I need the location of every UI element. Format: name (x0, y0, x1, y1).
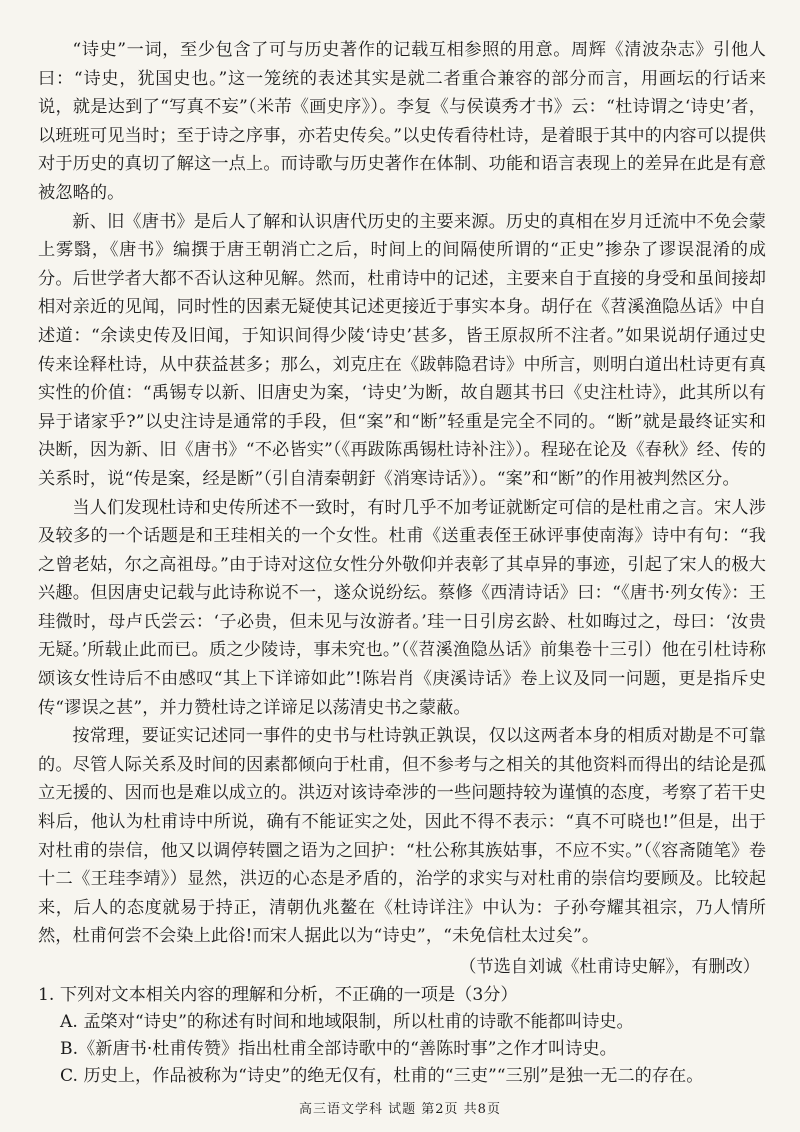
option-a: A. 孟棨对“诗史”的称述有时间和地域限制，所以杜甫的诗歌不能都叫诗史。 (60, 1011, 634, 1032)
passage-paragraph-2: 新、旧《唐书》是后人了解和认识唐代历史的主要来源。历史的真相在岁月迁流中不免会蒙上雾翳，《唐书》编撰于唐王朝消亡之后，时间上的间隔使所谓的“正史”掺杂了谬误混淆的成分。后世学者大都不否认这种见解。然而，杜甫诗中的记述，主要来自于直接的身受和虽间接却相对亲近的见闻，同时性的因素无疑使其记述更接近于事实本身。胡仔在《苕溪渔隐丛话》中自述道：“余读史传及旧闻，于知识间得少陵‘诗史’甚多，皆王原叔所不注者。”如果说胡仔通过史传来诠释杜诗，从中获益甚多；那么，刘克庄在《跋韩隐君诗》中所言，则明白道出杜诗更有真实性的价值：“禹锡专以新、旧唐史为案，‘诗史’为断，故自题其书曰《史注杜诗》，此其所以有异于诸家乎?”以史注诗是通常的手段，但“案”和“断”轻重是完全不同的。“断”就是最终证实和决断，因为新、旧《唐书》“不必皆实”（《再跋陈禹锡杜诗补注》）。程珌在论及《春秋》经、传的关系时，说“传是案，经是断”（引自清秦朝釪《消寒诗话》）。“案”和“断”的作用被判然区分。 (38, 211, 766, 489)
passage-paragraph-4: 按常理，要证实记述同一事件的史书与杜诗孰正孰误，仅以这两者本身的相质对勘是不可靠的。尽管人际关系及时间的因素都倾向于杜甫，但不参考与之相关的其他资料而得出的结论是孤立无援的、因而也是难以成立的。洪迈对该诗牵涉的一些问题持较为谨慎的态度，考察了若干史料后，他认为杜甫诗中所说，确有不能证实之处，因此不得不表示：“真不可晓也!”但是，出于对杜甫的崇信，他又以调停转圜之语为之回护：“杜公称其族姑事，不应不实。”（《容斋随笔》卷十二《王珪李靖》）显然，洪迈的心态是矛盾的，治学的求实与对杜甫的崇信均要顾及。比较起来，后人的态度就易于持正，清朝仇兆鳌在《杜诗详注》中认为：子孙夸耀其祖宗，乃人情所然，杜甫何尝不会染上此俗!而宋人据此以为“诗史”，“未免信杜太过矣”。 (38, 726, 766, 947)
passage-paragraph-3: 当人们发现杜诗和史传所述不一致时，有时几乎不加考证就断定可信的是杜甫之言。宋人涉及较多的一个话题是和王珪相关的一个女性。杜甫《送重表侄王砅评事使南海》诗中有句：“我之曾老姑，尔之高祖母。”由于诗对这位女性分外敬仰并表彰了其卓异的事迹，引起了宋人的极大兴趣。但因唐史记载与此诗称说不一，遂众说纷纭。蔡修《西清诗话》曰：“《唐书·列女传》：王珪微时，母卢氏尝云：‘子必贵，但未见与汝游者。’珪一日引房玄龄、杜如晦过之，母曰：‘汝贵无疑。’所载止此而已。质之少陵诗，事未究也。”（《苕溪渔隐丛话》前集卷十三引）他在引杜诗称颂该女性诗后不由感叹“其上下详谛如此”!陈岩肖《庚溪诗话》卷上议及同一问题，更是指斥史传“谬误之甚”，并力赞杜诗之详谛足以荡清史书之蒙蔽。 (38, 497, 766, 718)
passage-paragraph-1: “诗史”一词，至少包含了可与历史著作的记载互相参照的用意。周辉《清波杂志》引他人曰：“诗史，犹国史也。”这一笼统的表述其实是就二者重合兼容的部分而言，用画坛的行话来说，就是达到了“写真不妄”（米芾《画史序》）。李复《与侯谟秀才书》云：“杜诗谓之‘诗史’者，以班班可见当时；至于诗之序事，亦若史传矣。”以史传看待杜诗，是着眼于其中的内容可以提供对于历史的真切了解这一点上。而诗歌与历史著作在体制、功能和语言表现上的差异在此是有意被忽略的。 (38, 40, 766, 203)
page-footer: 高三语文学科 试题 第2页 共8页 (299, 1102, 501, 1117)
passage-source: （节选自刘诚《杜甫诗史解》，有删改） (459, 957, 760, 977)
exam-page (38, 36, 766, 1090)
question-stem: 1. 下列对文本相关内容的理解和分析，不正确的一项是（3分） (38, 984, 518, 1005)
question-1 (38, 982, 766, 1090)
reading-passage (38, 36, 766, 982)
option-b: B.《新唐书·杜甫传赞》指出杜甫全部诗歌中的“善陈时事”之作才叫诗史。 (60, 1038, 617, 1059)
option-c: C. 历史上，作品被称为“诗史”的绝无仅有，杜甫的“三吏”“三别”是独一无二的存在。 (60, 1065, 704, 1086)
